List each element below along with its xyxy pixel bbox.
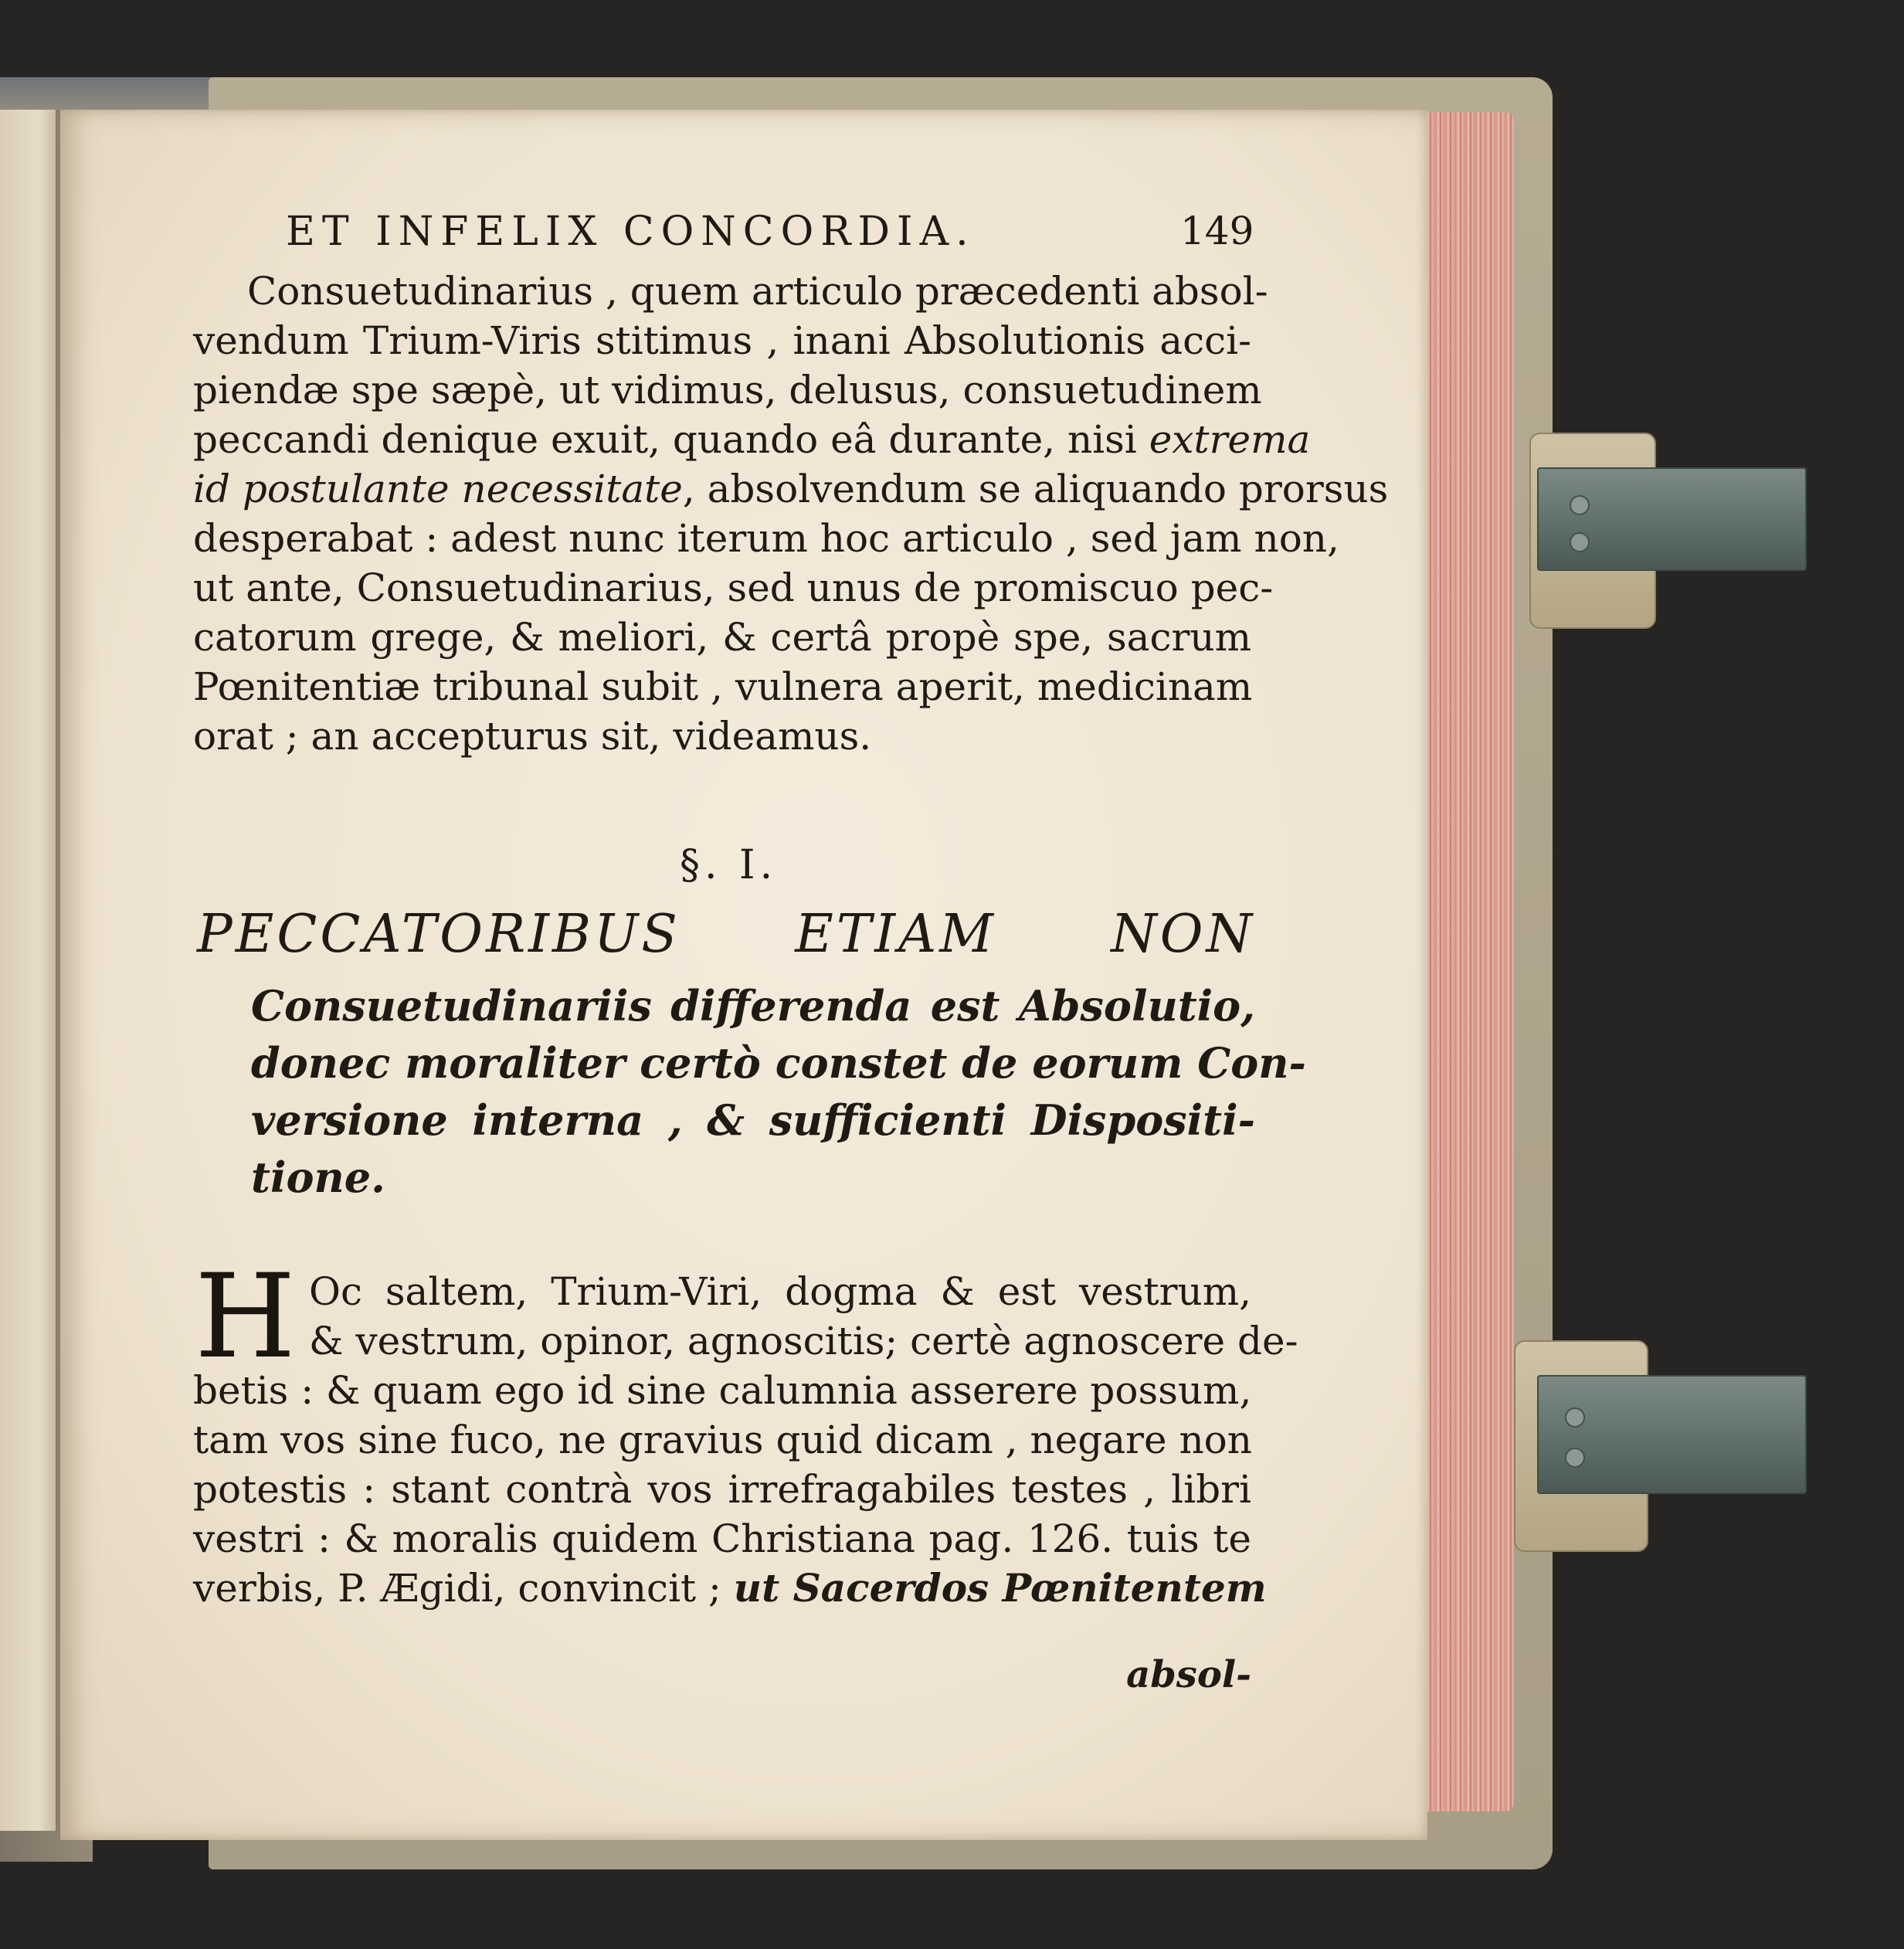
paragraph-2	[193, 1250, 1298, 1613]
text-line: catorum grege, & meliori, & certâ propè spe, sacrum	[193, 615, 1251, 660]
previous-page-edge	[0, 108, 58, 1831]
paragraph-1	[193, 267, 1389, 761]
text-line: tam vos sine fuco, ne gravius quid dicam , negare non	[193, 1418, 1252, 1462]
clasp-rivet	[1570, 532, 1590, 552]
text-line: vendum Trium-Viris stitimus , inani Absolutionis acci-	[193, 318, 1251, 363]
running-header	[286, 209, 1290, 255]
clasp-rivet	[1565, 1407, 1585, 1428]
text-line: potestis : stant contrà vos irrefragabiles testes , libri	[193, 1467, 1251, 1512]
text-segment: peccandi denique exuit, quando eâ durante, nisi	[193, 417, 1149, 462]
text-line: orat ; an accepturus sit, videamus.	[193, 714, 872, 759]
text-line: desperabat : adest nunc iterum hoc articulo , sed jam non,	[193, 516, 1339, 561]
book-spine-top	[0, 77, 224, 110]
text-line	[193, 415, 1311, 464]
subtitle-line: versione interna , & sufficienti Dispositi-	[251, 1095, 1255, 1145]
text-line	[193, 464, 1389, 514]
clasp-rivet	[1570, 495, 1590, 515]
drop-cap: H	[195, 1250, 296, 1384]
text-line	[193, 1564, 1267, 1613]
text-line: Pœnitentiæ tribunal subit , vulnera aperit, medicinam	[193, 664, 1253, 709]
text-line: Consuetudinarius , quem articulo præcedenti absol-	[247, 269, 1268, 314]
subtitle-line: donec moraliter certò constet de eorum Con-	[251, 1038, 1306, 1088]
subtitle-line: tione.	[251, 1153, 385, 1202]
section-title: PECCATORIBUS ETIAM NON	[197, 904, 1255, 965]
text-line: & vestrum, opinor, agnoscitis; certè agnoscere de-	[309, 1319, 1298, 1363]
page-block-edge	[1421, 112, 1514, 1811]
page-number: 149	[1180, 209, 1254, 253]
section-subtitle	[251, 977, 1306, 1206]
text-line: vestri : & moralis quidem Christiana pag. 126. tuis te	[193, 1516, 1251, 1561]
clasp-metal-top	[1537, 467, 1807, 571]
text-segment: verbis, P. Ægidi, convincit ;	[193, 1566, 734, 1611]
clasp-metal-bottom	[1537, 1375, 1807, 1494]
section-mark: §. I.	[680, 842, 778, 888]
italic-segment: ut Sacerdos Pœnitentem	[733, 1565, 1267, 1611]
italic-segment: id postulante necessitate	[193, 467, 683, 511]
running-title: ET INFELIX CONCORDIA.	[286, 209, 976, 255]
text-line: betis : & quam ego id sine calumnia asserere possum,	[193, 1368, 1252, 1413]
text-line: Oc saltem, Trium-Viri, dogma & est vestrum,	[309, 1269, 1251, 1314]
text-line: piendæ spe sæpè, ut vidimus, delusus, consuetudinem	[193, 368, 1262, 413]
text-line: ut ante, Consuetudinarius, sed unus de promiscuo pec-	[193, 565, 1274, 610]
text-segment: , absolvendum se aliquando prorsus	[682, 467, 1389, 511]
clasp-rivet	[1565, 1448, 1585, 1468]
italic-segment: extrema	[1149, 417, 1311, 462]
catchword: absol-	[1126, 1653, 1251, 1696]
subtitle-line: Consuetudinariis differenda est Absolutio,	[251, 981, 1255, 1031]
